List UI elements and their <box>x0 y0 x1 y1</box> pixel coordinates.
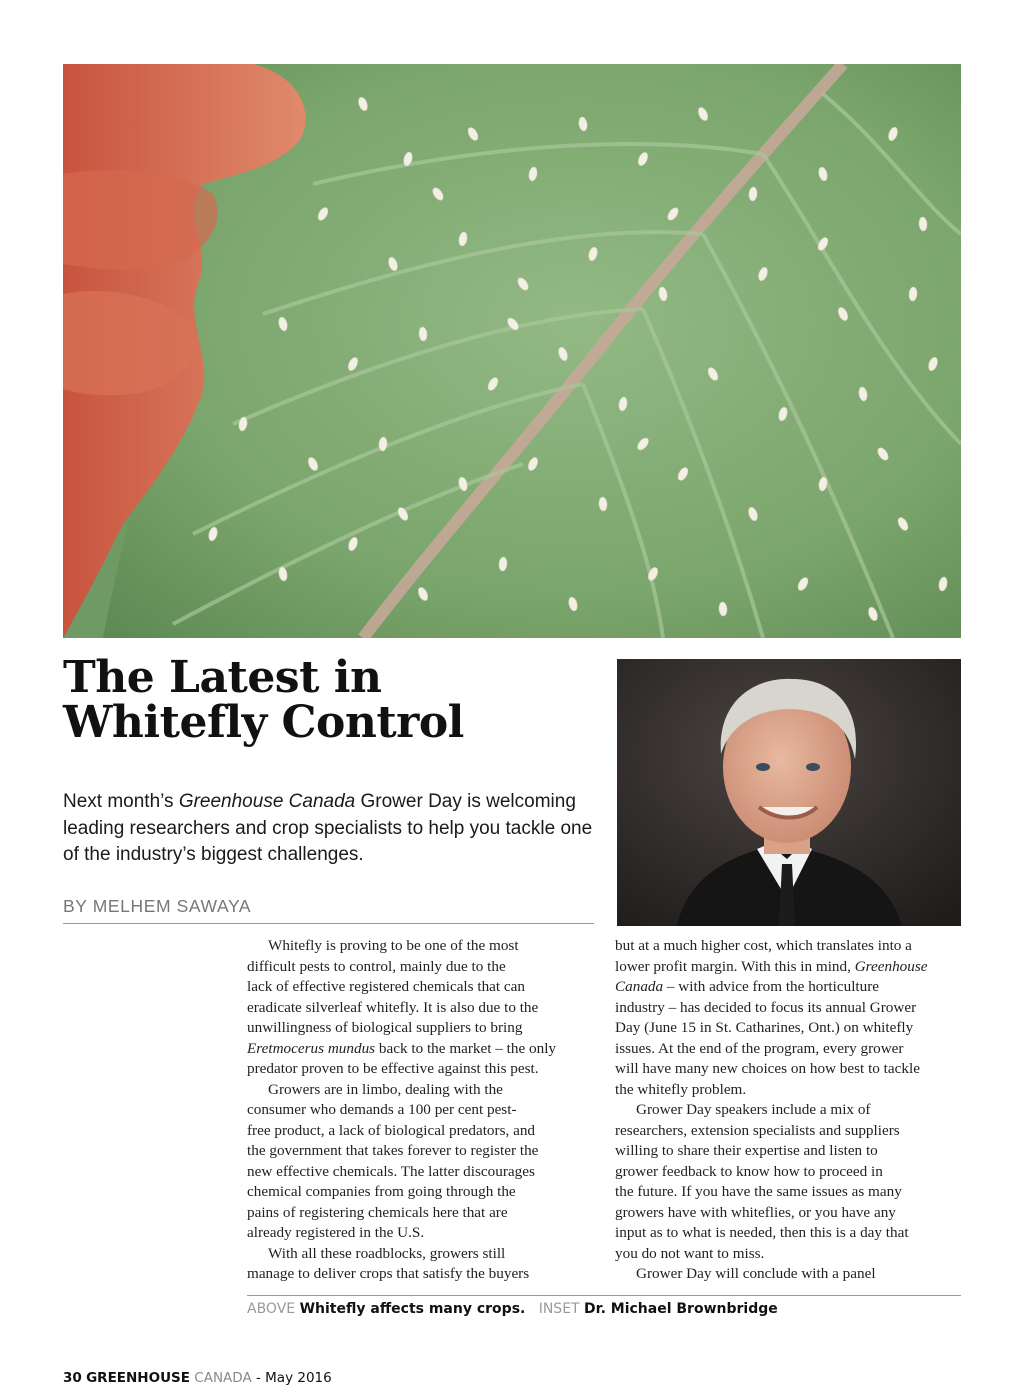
publication-name: Canada <box>615 978 664 995</box>
deck-text-2: Grower Day is welcoming leading researchers and crop specialists to help you tackle one of the industry’s biggest challenges. <box>63 791 593 865</box>
caption-above-text: Whitefly affects many crops. <box>299 1301 526 1317</box>
body-line: difficult pests to control, mainly due to the <box>247 957 506 975</box>
article-title-line-1: The Latest in <box>63 652 382 703</box>
photo-caption <box>247 1295 961 1318</box>
body-line: Grower Day will conclude with a panel <box>636 1265 876 1282</box>
body-line: the whitefly problem. <box>615 1080 747 1098</box>
caption-above-label: ABOVE <box>247 1301 296 1317</box>
portrait-icon <box>617 659 961 926</box>
whitefly-leaf-icon <box>63 64 961 638</box>
body-line: the future. If you have the same issues as many <box>615 1183 902 1200</box>
deck-text-1: Next month’s <box>63 791 179 812</box>
body-line: you do not want to miss. <box>615 1244 765 1262</box>
body-line: lack of effective registered chemicals that can <box>247 978 526 995</box>
body-line: pains of registering chemicals here that are <box>247 1203 508 1221</box>
publication-name: Greenhouse <box>854 957 928 975</box>
body-line <box>615 977 963 998</box>
page-footer <box>63 1370 332 1386</box>
body-line: consumer who demands a 100 per cent pest- <box>247 1101 517 1118</box>
caption-inset-label: INSET <box>538 1301 580 1317</box>
body-line <box>615 957 963 978</box>
body-line: Grower Day speakers include a mix of <box>636 1101 871 1118</box>
hero-photo <box>63 64 961 638</box>
byline: BY MELHEM SAWAYA <box>63 896 594 924</box>
footer-separator: - <box>251 1370 266 1386</box>
article-deck <box>63 789 603 869</box>
issue-date: May 2016 <box>265 1370 332 1386</box>
body-line: predator proven to be effective against this pest. <box>247 1060 539 1077</box>
body-line: the government that takes forever to register the <box>247 1142 539 1159</box>
body-line <box>247 1039 595 1060</box>
body-line-tail: back to the market – the only <box>375 1039 557 1057</box>
body-line: input as to what is needed, then this is a day that <box>615 1224 909 1241</box>
body-line: manage to deliver crops that satisfy the buyers <box>247 1265 530 1282</box>
deck-publication-name: Greenhouse Canada <box>178 791 356 812</box>
body-line-head: lower profit margin. With this in mind, <box>615 957 855 975</box>
body-line-tail: – with advice from the horticulture <box>663 978 880 995</box>
species-name: Eretmocerus mundus <box>247 1039 376 1057</box>
page-number: 30 <box>63 1370 82 1386</box>
article-title <box>63 652 583 748</box>
body-line: willing to share their expertise and listen to <box>615 1142 878 1159</box>
body-line: chemical companies from going through the <box>247 1183 516 1200</box>
body-line: Growers are in limbo, dealing with the <box>268 1080 503 1098</box>
body-line: will have many new choices on how best to tackle <box>615 1060 920 1077</box>
body-line: grower feedback to know how to proceed in <box>615 1162 883 1180</box>
body-line: free product, a lack of biological predators, and <box>247 1121 536 1139</box>
body-line: eradicate silverleaf whitefly. It is also due to the <box>247 998 539 1016</box>
inset-portrait <box>617 659 961 926</box>
body-line: Whitefly is proving to be one of the most <box>268 937 519 954</box>
publication-name-bold: GREENHOUSE <box>86 1370 190 1386</box>
body-line: With all these roadblocks, growers still <box>268 1244 506 1262</box>
publication-name-light: CANADA <box>194 1370 252 1386</box>
body-line: already registered in the U.S. <box>247 1224 425 1241</box>
body-column-1 <box>247 936 595 1285</box>
body-column-2 <box>615 936 963 1285</box>
body-line: researchers, extension specialists and suppliers <box>615 1121 900 1139</box>
article-title-line-2: Whitefly Control <box>63 697 464 748</box>
caption-inset-text: Dr. Michael Brownbridge <box>584 1301 778 1317</box>
body-line: Day (June 15 in St. Catharines, Ont.) on whitefly <box>615 1019 914 1036</box>
body-line: issues. At the end of the program, every grower <box>615 1039 904 1057</box>
body-line: industry – has decided to focus its annual Grower <box>615 998 917 1016</box>
body-line: growers have with whiteflies, or you have any <box>615 1203 896 1221</box>
body-line: but at a much higher cost, which translates into a <box>615 937 912 954</box>
body-line: unwillingness of biological suppliers to bring <box>247 1019 523 1036</box>
body-line: new effective chemicals. The latter discourages <box>247 1162 535 1180</box>
